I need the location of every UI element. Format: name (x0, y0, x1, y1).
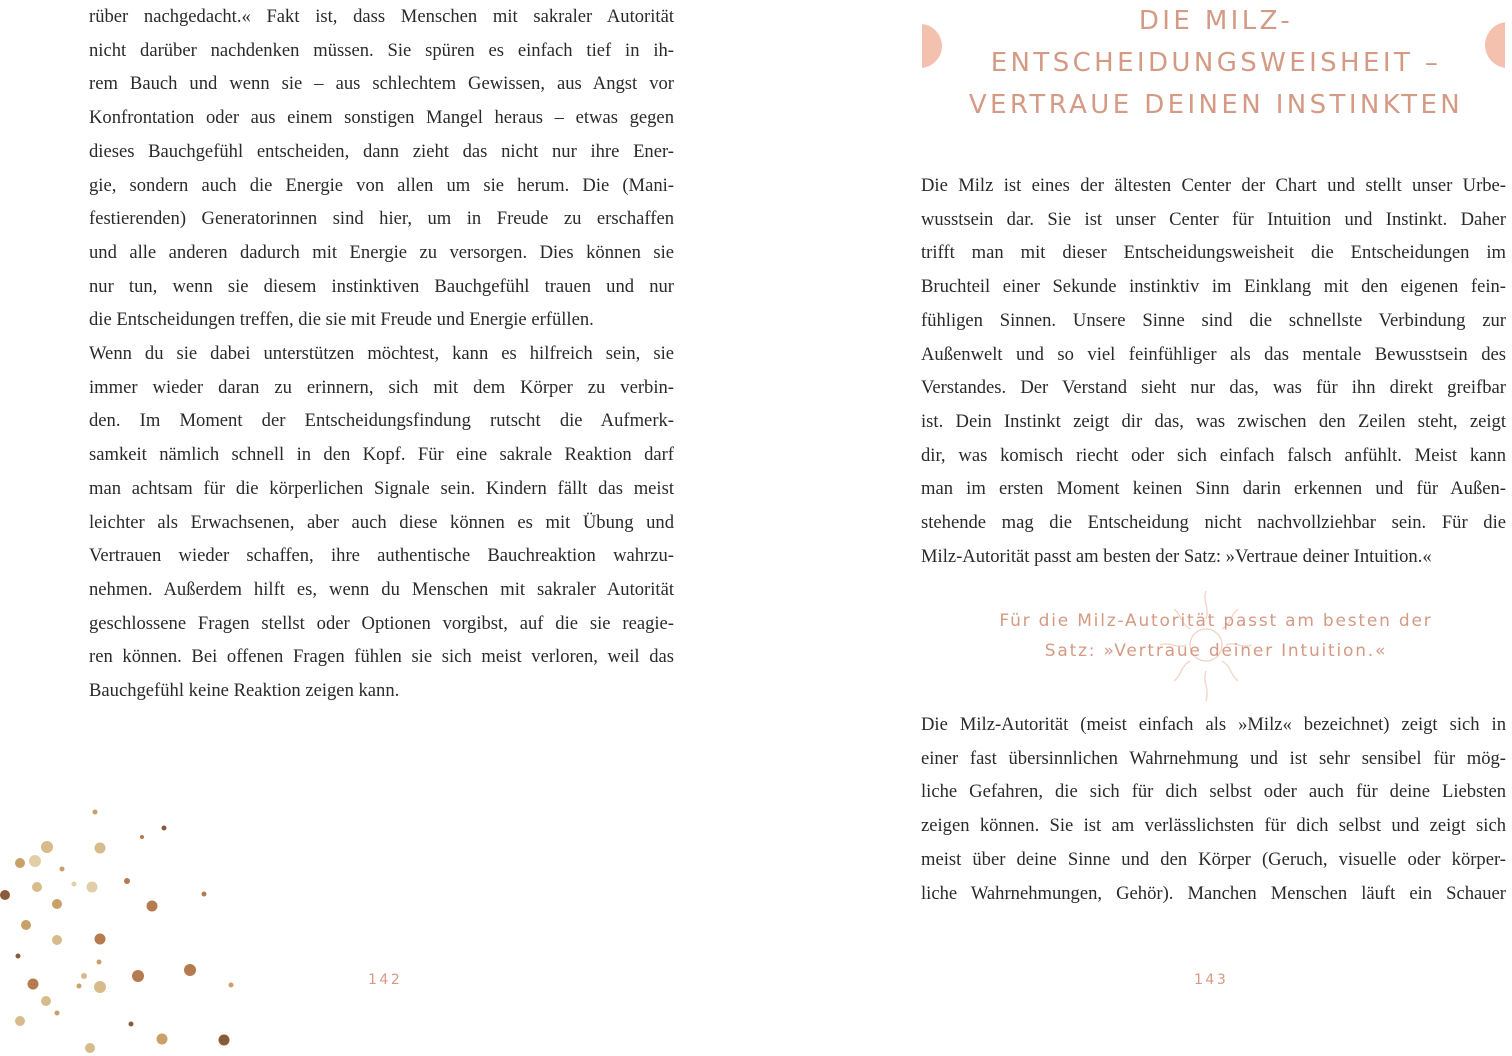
confetti-dot (0, 890, 10, 900)
right-body-text-1 (921, 169, 1506, 573)
confetti-dot (81, 973, 87, 979)
confetti-dot (87, 882, 98, 893)
text-line: man im ersten Moment keinen Sinn darin erkennen und für Außen- (921, 478, 1506, 500)
text-line: Milz-Autorität passt am besten der Satz: »Vertraue deiner Intuition.« (921, 545, 1432, 567)
half-circle-ornament (922, 24, 942, 68)
quote-line: Für die Milz-Autorität passt am besten der (999, 611, 1433, 631)
confetti-dot (132, 970, 144, 982)
confetti-dot (129, 1022, 134, 1027)
right-body-text-2 (921, 708, 1506, 910)
text-line: gie, sondern auch die Energie von allen um sie herum. Die (Mani- (89, 174, 674, 196)
quote-line: Satz: »Vertraue deiner Intuition.« (1044, 641, 1388, 661)
text-line: Konfrontation oder aus einem sonstigen Mangel heraus – etwas gegen (89, 107, 674, 129)
text-line: Verstandes. Der Verstand sieht nur das, was für ihn direkt greifbar (921, 377, 1506, 399)
confetti-decoration (0, 790, 260, 1056)
text-line: nehmen. Außerdem hilft es, wenn du Menschen mit sakraler Autorität (89, 578, 674, 600)
confetti-dot (124, 878, 130, 884)
text-line: Bauchgefühl keine Reaktion zeigen kann. (89, 680, 400, 702)
confetti-dot (95, 843, 106, 854)
confetti-dot (41, 996, 51, 1006)
text-line: wusstsein dar. Sie ist unser Center für Intuition und Instinkt. Daher (921, 208, 1506, 230)
text-line: Wenn du sie dabei unterstützen möchtest, kann es hilfreich sein, sie (89, 343, 674, 365)
page-number: 142 (368, 972, 403, 988)
text-line: Vertrauen wieder schaffen, ihre authentische Bauchreaktion wahrzu- (89, 545, 674, 567)
confetti-dot (140, 835, 144, 839)
half-circle-ornament (1485, 22, 1505, 68)
confetti-dot (157, 1034, 168, 1045)
confetti-dot (41, 841, 53, 853)
confetti-dot (55, 1011, 60, 1016)
confetti-dot (15, 1016, 25, 1026)
page-number: 143 (1194, 972, 1229, 988)
text-line: samkeit nämlich schnell in den Kopf. Für eine sakrale Reaktion darf (89, 444, 674, 466)
text-line: man achtsam für die körperlichen Signale sein. Kindern fällt das meist (89, 477, 674, 499)
confetti-dot (147, 901, 158, 912)
text-line: rem Bauch und wenn sie – aus schlechtem Gewissen, aus Angst vor (89, 73, 674, 95)
text-line: leichter als Erwachsenen, aber auch diese können es mit Übung und (89, 511, 674, 533)
confetti-dot (97, 960, 102, 965)
text-line: liche Wahrnehmungen, Gehör). Manchen Menschen läuft ein Schauer (921, 882, 1506, 904)
right-page (756, 0, 1512, 1056)
text-line: dir, was komisch riecht oder sich einfach falsch anfühlt. Meist kann (921, 444, 1506, 466)
confetti-dot (29, 855, 41, 867)
text-line: nicht darüber nachdenken müssen. Sie spüren es einfach tief in ih- (89, 39, 674, 61)
text-line: Bruchteil einer Sekunde instinktiv im Einklang mit den eigenen fein- (921, 276, 1506, 298)
text-line: und alle anderen dadurch mit Energie zu versorgen. Dies können sie (89, 241, 674, 263)
confetti-dot (28, 979, 39, 990)
text-line: zeigen können. Sie ist am verlässlichsten für dich selbst und zeigt sich (921, 815, 1506, 837)
heading-line: DIE MILZ- (1138, 6, 1294, 36)
heading-line: VERTRAUE DEINEN INSTINKTEN (968, 90, 1464, 120)
text-line: geschlossene Fragen stellst oder Optionen vorgibst, auf die sie reagie- (89, 612, 674, 634)
text-line: dieses Bauchgefühl entscheiden, dann zieht das nicht nur ihre Ener- (89, 140, 674, 162)
pull-quote (946, 606, 1486, 666)
confetti-dot (32, 882, 42, 892)
text-line: die Entscheidungen treffen, die sie mit Freude und Energie erfüllen. (89, 309, 594, 331)
text-line: Die Milz-Autorität (meist einfach als »Milz« bezeichnet) zeigt sich in (921, 714, 1506, 735)
confetti-dot (93, 810, 98, 815)
confetti-dot (95, 934, 106, 945)
text-line: ren können. Bei offenen Fragen fühlen sie sich meist verloren, weil das (89, 646, 674, 668)
confetti-dot (60, 867, 65, 872)
confetti-dot (94, 981, 106, 993)
confetti-dot (202, 892, 207, 897)
text-line: meist über deine Sinne und den Körper (Geruch, visuelle oder körper- (921, 848, 1506, 870)
confetti-dot (15, 858, 25, 868)
text-line: ist. Dein Instinkt zeigt dir das, was zwischen den Zeilen steht, zeigt (921, 410, 1506, 432)
confetti-dot (229, 983, 234, 988)
text-line: liche Gefahren, die sich für dich selbst oder auch für deine Liebsten (921, 781, 1506, 803)
confetti-dot (85, 1043, 95, 1053)
text-line: Außenwelt und so viel feinfühliger als das mentale Bewusstsein des (921, 343, 1506, 365)
confetti-dot (21, 920, 31, 930)
text-line: einer fast übersinnlichen Wahrnehmung und ist sehr sensibel für mög- (921, 747, 1506, 769)
text-line: rüber nachgedacht.« Fakt ist, dass Menschen mit sakraler Autorität (89, 6, 674, 27)
text-line: den. Im Moment der Entscheidungsfindung rutscht die Aufmerk- (89, 410, 674, 432)
confetti-dot (219, 1035, 230, 1046)
confetti-dot (77, 984, 82, 989)
confetti-dot (162, 826, 167, 831)
left-body-text (89, 0, 674, 708)
text-line: stehende mag die Entscheidung nicht nachvollziehbar sein. Für die (921, 512, 1506, 534)
chapter-heading (946, 0, 1486, 126)
text-line: fühligen Sinnen. Unsere Sinne sind die schnellste Verbindung zur (921, 309, 1506, 331)
heading-line: ENTSCHEIDUNGSWEISHEIT – (990, 48, 1442, 78)
confetti-dot (72, 882, 77, 887)
confetti-dot (184, 964, 196, 976)
confetti-dot (16, 954, 21, 959)
confetti-dot (52, 899, 62, 909)
text-line: immer wieder daran zu erinnern, sich mit dem Körper zu verbin- (89, 376, 674, 398)
confetti-dot (52, 935, 62, 945)
text-line: Die Milz ist eines der ältesten Center der Chart und stellt unser Urbe- (921, 175, 1506, 196)
text-line: trifft man mit dieser Entscheidungsweisheit die Entscheidungen im (921, 242, 1506, 264)
text-line: nur tun, wenn sie diesem instinktiven Bauchgefühl trauen und nur (89, 275, 674, 297)
text-line: festierenden) Generatorinnen sind hier, um in Freude zu erschaffen (89, 208, 674, 230)
